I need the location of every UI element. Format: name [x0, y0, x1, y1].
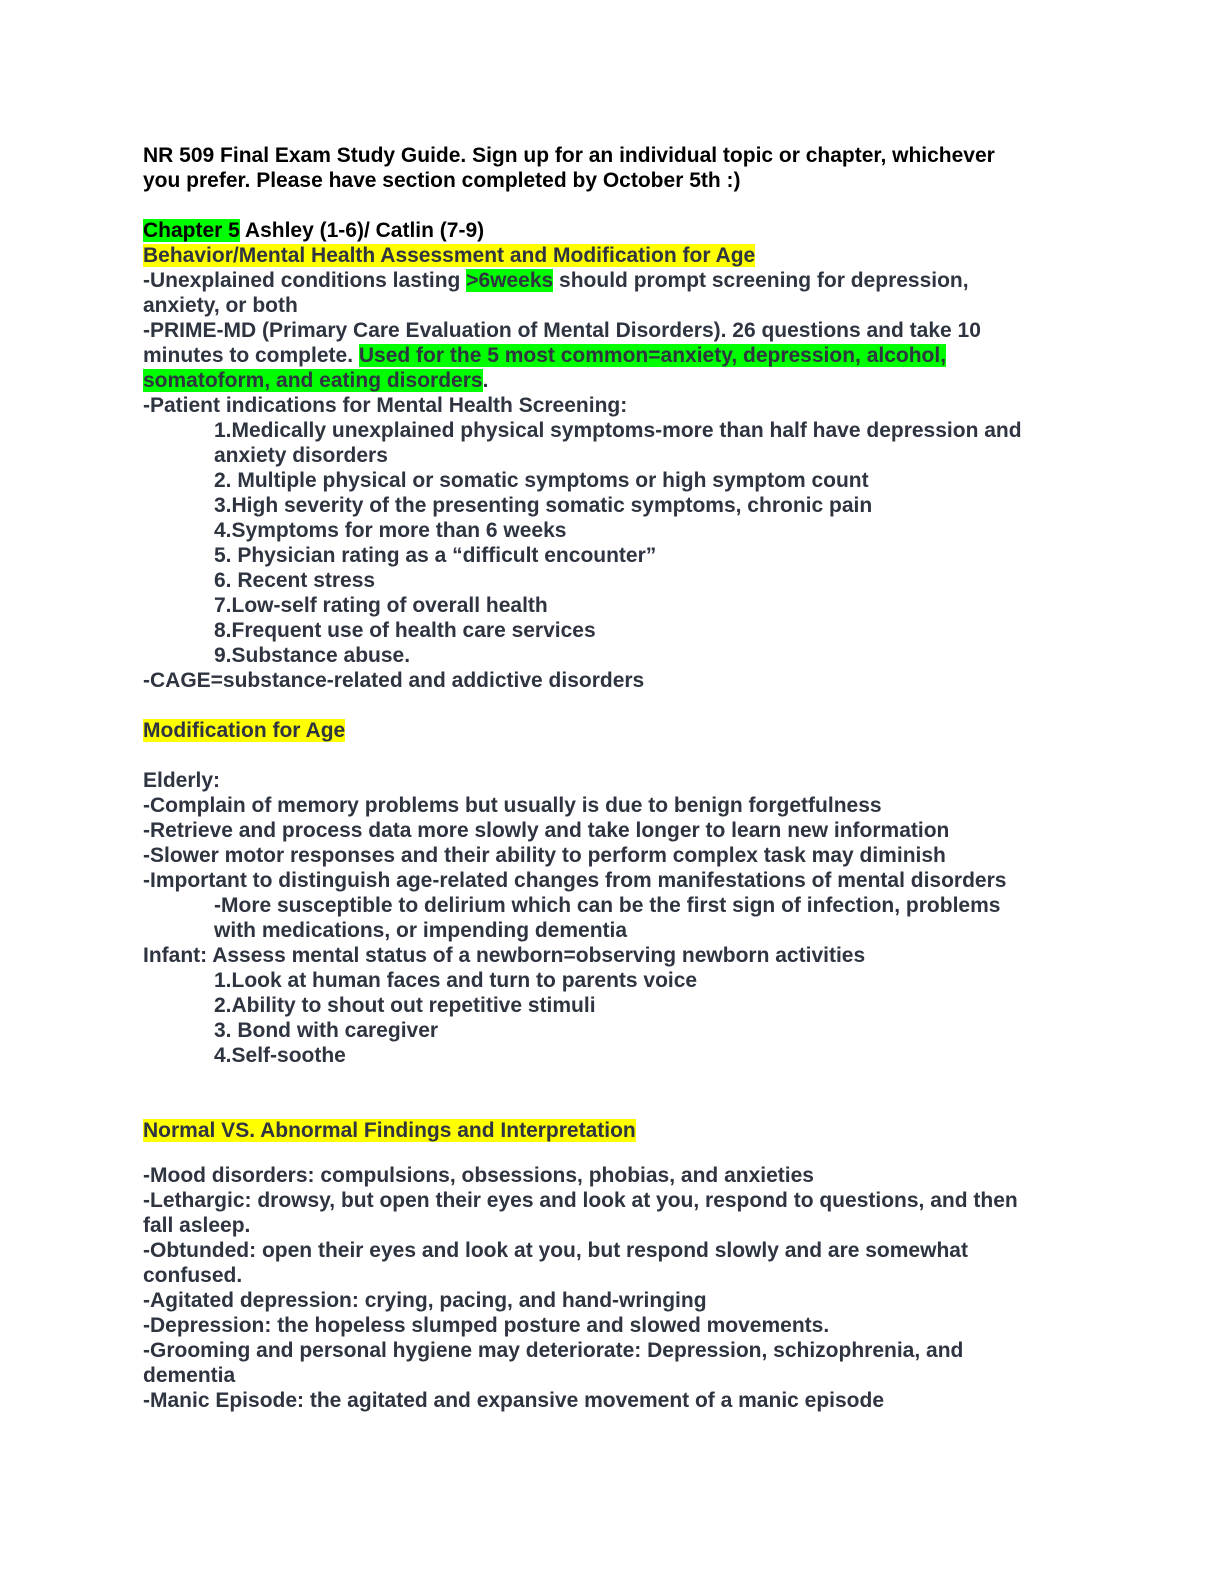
chapter-label: Chapter 5 — [143, 219, 240, 242]
cage-line: -CAGE=substance-related and addictive disorders — [143, 669, 645, 692]
indications-title: -Patient indications for Mental Health Screening: — [143, 394, 628, 417]
indication-item: 3.High severity of the presenting somatic symptoms, chronic pain — [214, 494, 873, 517]
indication-item: anxiety disorders — [214, 444, 388, 467]
finding-item: -Grooming and personal hygiene may deteriorate: Depression, schizophrenia, and — [143, 1339, 964, 1362]
finding-item: -Depression: the hopeless slumped posture and slowed movements. — [143, 1314, 830, 1337]
finding-item: -Lethargic: drowsy, but open their eyes and look at you, respond to questions, and then — [143, 1189, 1018, 1212]
infant-item: 3. Bond with caregiver — [214, 1019, 439, 1042]
infant-item: 1.Look at human faces and turn to parents voice — [214, 969, 698, 992]
elderly-item: -Retrieve and process data more slowly and take longer to learn new information — [143, 819, 950, 842]
elderly-item: -Slower motor responses and their ability to perform complex task may diminish — [143, 844, 946, 867]
finding-item: confused. — [143, 1264, 243, 1287]
indication-item: 4.Symptoms for more than 6 weeks — [214, 519, 567, 542]
spacer — [143, 1068, 1063, 1093]
indication-item: 9.Substance abuse. — [214, 644, 411, 667]
doc-title-line-2: you prefer. Please have section completed by October 5th :) — [143, 169, 741, 192]
finding-item: -Obtunded: open their eyes and look at you, but respond slowly and are somewhat — [143, 1239, 968, 1262]
prime-md-line-3: somatoform, and eating disorders. — [143, 369, 489, 392]
unexplained-line: -Unexplained conditions lasting >6weeks should prompt screening for depression, — [143, 269, 969, 292]
elderly-title: Elderly: — [143, 769, 221, 792]
finding-item: -Agitated depression: crying, pacing, and hand-wringing — [143, 1289, 707, 1312]
finding-item: dementia — [143, 1364, 236, 1387]
spacer — [143, 693, 1063, 718]
finding-item: -Mood disorders: compulsions, obsessions, phobias, and anxieties — [143, 1164, 814, 1187]
prime-md-line-2: minutes to complete. Used for the 5 most common=anxiety, depression, alcohol, — [143, 344, 947, 367]
section-heading-findings: Normal VS. Abnormal Findings and Interpretation — [143, 1119, 636, 1142]
finding-item: fall asleep. — [143, 1214, 251, 1237]
finding-item: -Manic Episode: the agitated and expansive movement of a manic episode — [143, 1389, 885, 1412]
spacer — [143, 1143, 1063, 1163]
unexplained-line-cont: anxiety, or both — [143, 294, 298, 317]
chapter-assignees: Ashley (1-6)/ Catlin (7-9) — [244, 219, 485, 242]
infant-item: 2.Ability to shout out repetitive stimuli — [214, 994, 596, 1017]
indication-item: 2. Multiple physical or somatic symptoms or high symptom count — [214, 469, 869, 492]
spacer — [143, 193, 1063, 218]
elderly-sub-item: -More susceptible to delirium which can be the first sign of infection, problems — [214, 894, 1001, 917]
elderly-item: -Complain of memory problems but usually is due to benign forgetfulness — [143, 794, 882, 817]
prime-md-line-1: -PRIME-MD (Primary Care Evaluation of Mental Disorders). 26 questions and take 10 — [143, 319, 981, 342]
indication-item: 6. Recent stress — [214, 569, 376, 592]
indication-item: 5. Physician rating as a “difficult encounter” — [214, 544, 657, 567]
indication-item: 1.Medically unexplained physical symptoms-more than half have depression and — [214, 419, 1022, 442]
section-heading-behavior: Behavior/Mental Health Assessment and Modification for Age — [143, 244, 756, 267]
infant-title: Infant: Assess mental status of a newborn=observing newborn activities — [143, 944, 866, 967]
indication-item: 7.Low-self rating of overall health — [214, 594, 548, 617]
document-body — [143, 143, 1063, 1413]
six-weeks-highlight: >6weeks — [466, 269, 554, 292]
prime-md-highlight: Used for the 5 most common=anxiety, depression, alcohol, — [358, 344, 947, 367]
infant-item: 4.Self-soothe — [214, 1044, 346, 1067]
section-heading-modification: Modification for Age — [143, 719, 346, 742]
spacer — [143, 1093, 1063, 1118]
spacer — [143, 743, 1063, 768]
indication-item: 8.Frequent use of health care services — [214, 619, 596, 642]
elderly-item: -Important to distinguish age-related changes from manifestations of mental disorders — [143, 869, 1007, 892]
elderly-sub-item: with medications, or impending dementia — [214, 919, 628, 942]
doc-title-line-1: NR 509 Final Exam Study Guide. Sign up for an individual topic or chapter, whichever — [143, 144, 995, 167]
chapter-line — [143, 218, 1063, 243]
prime-md-highlight-cont: somatoform, and eating disorders — [143, 369, 483, 392]
